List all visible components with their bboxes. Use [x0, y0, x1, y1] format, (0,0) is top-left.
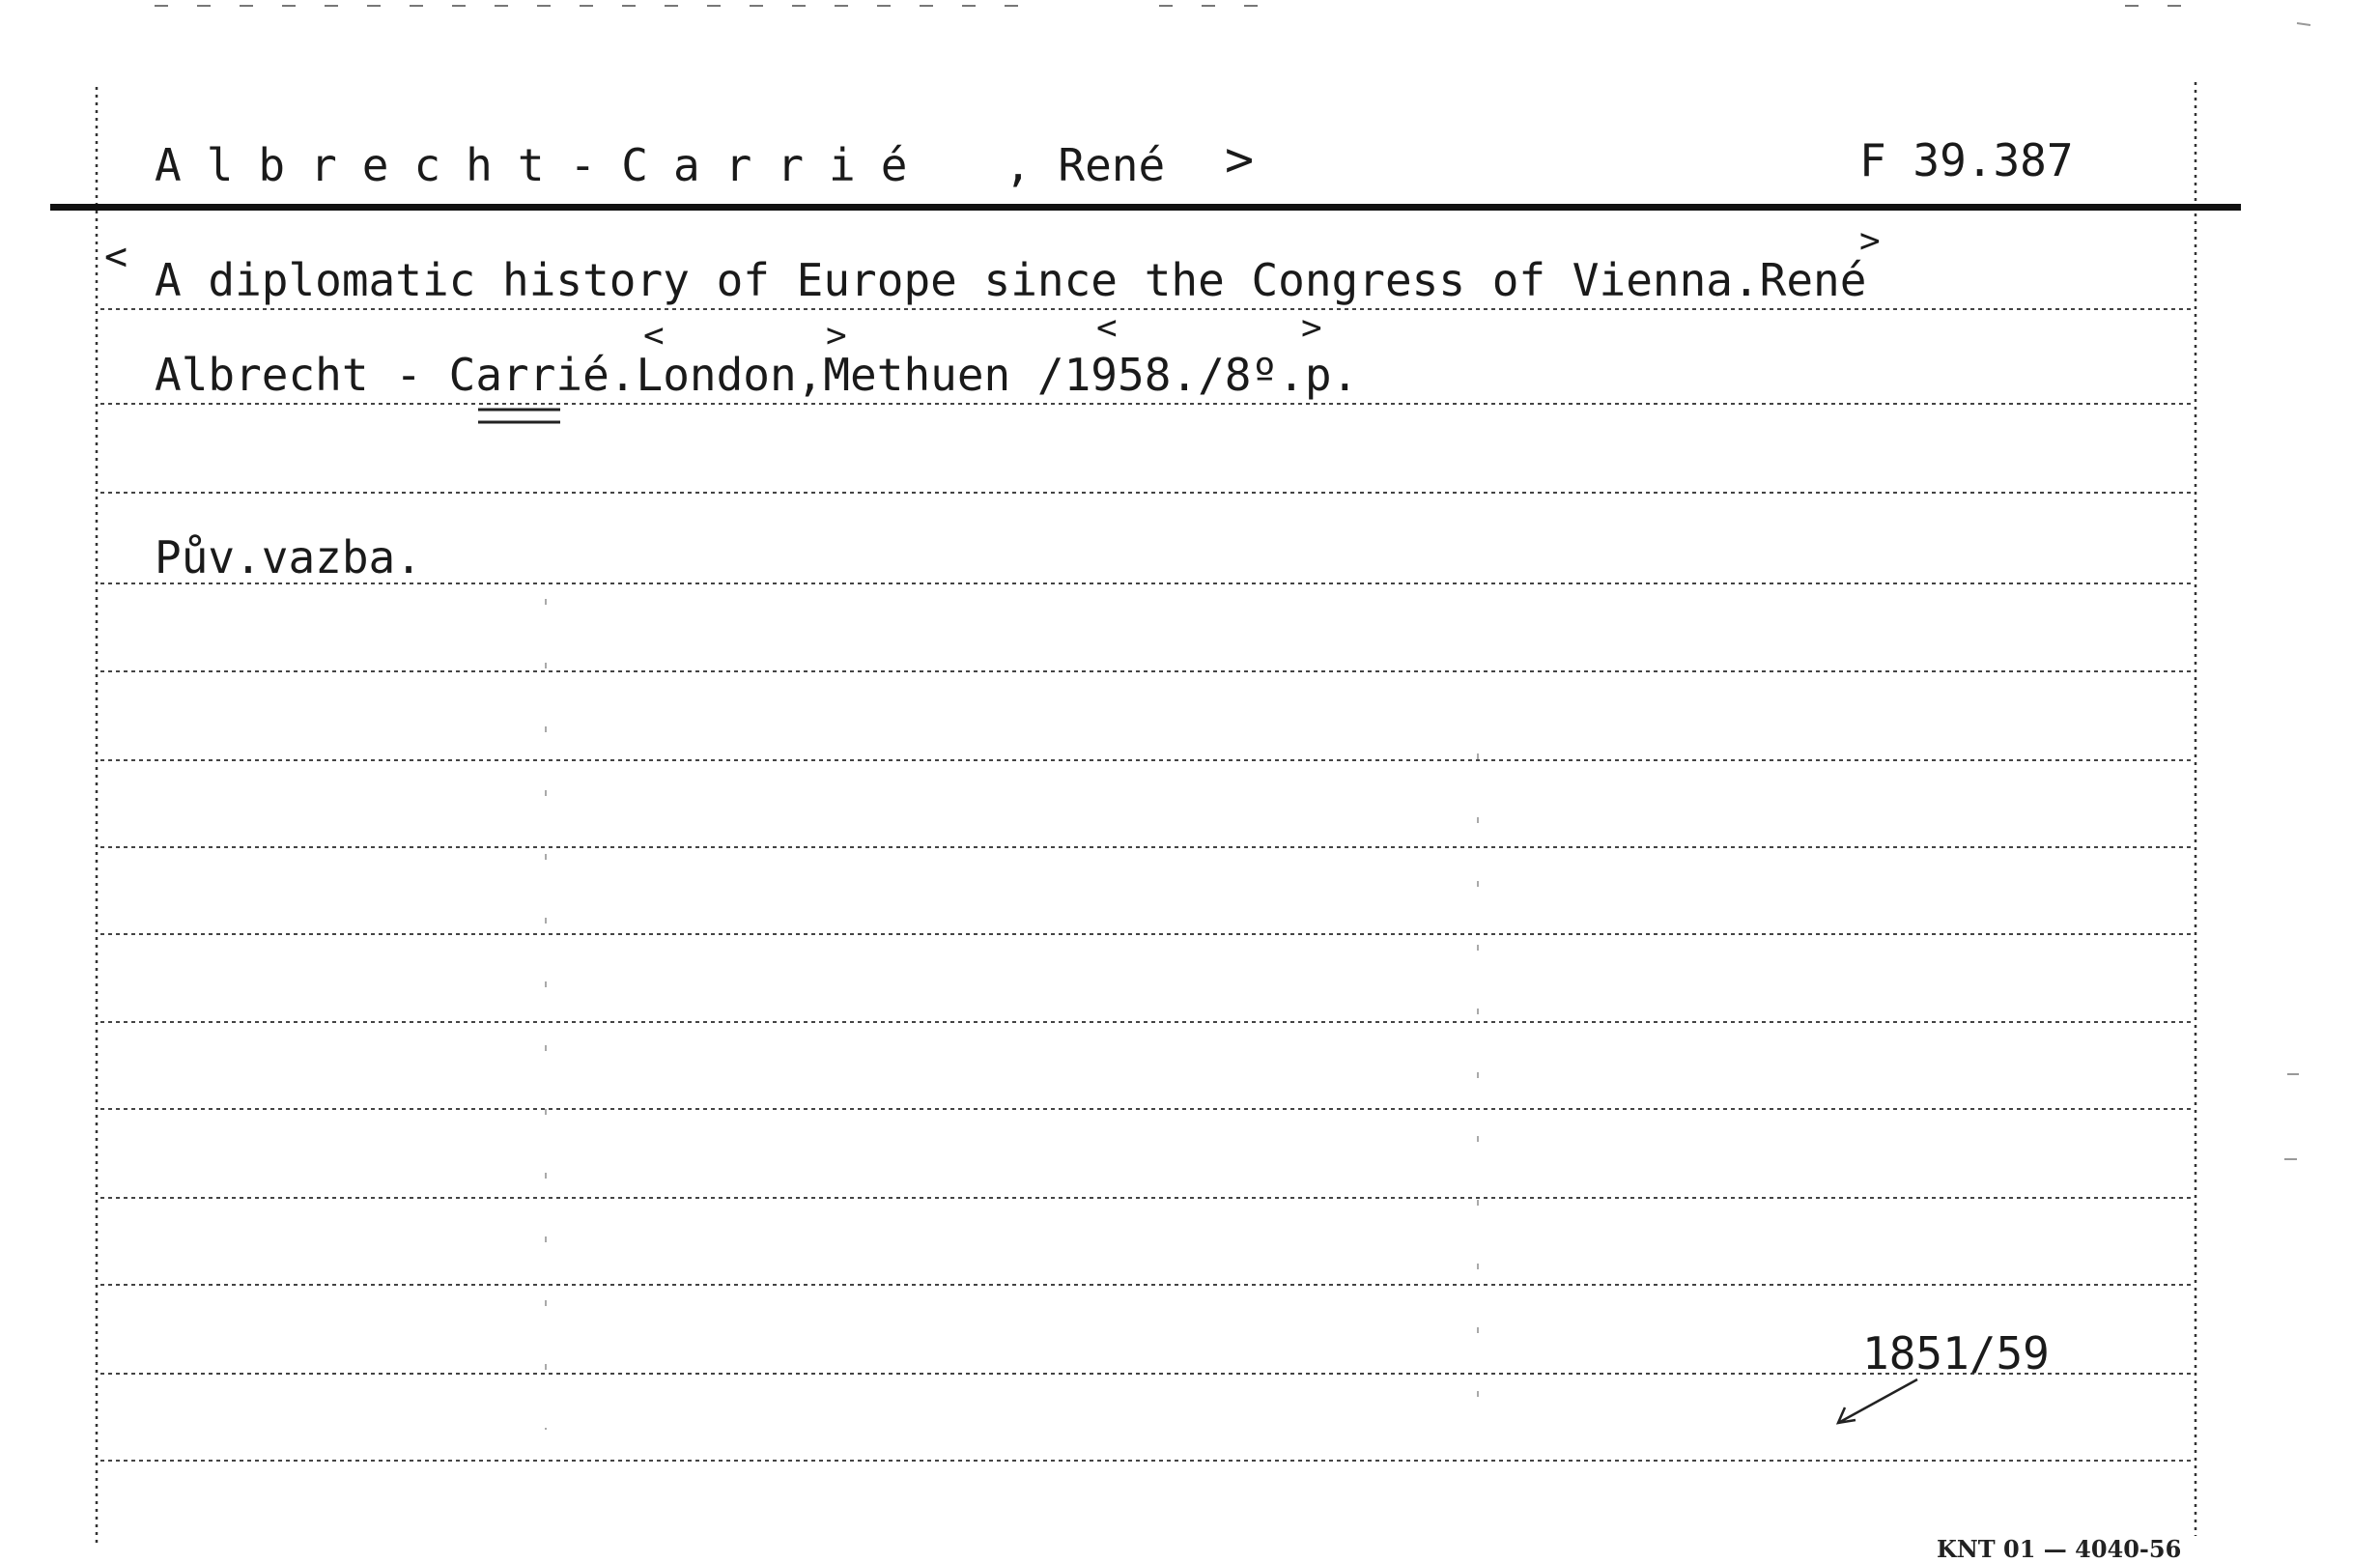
- bib-line-2: Albrecht - Carrié.London,Methuen /1958./8º.p.: [155, 349, 1359, 401]
- bib-open-mark: <: [104, 235, 128, 279]
- bib-close-mark: >: [1859, 221, 1881, 261]
- omission-mark-close-1: >: [826, 316, 847, 355]
- omission-mark-close-2: >: [1301, 308, 1322, 348]
- heading-bracket: >: [1225, 131, 1255, 187]
- bib-line-1: A diplomatic history of Europe since the Congress of Vienna.René: [155, 254, 1867, 306]
- heading-surname: Albrecht-Carrié: [155, 139, 933, 191]
- heading-given-name: , René: [1005, 139, 1166, 191]
- omission-mark-open-2: <: [1096, 308, 1118, 348]
- accession-number: 1851/59: [1862, 1327, 2050, 1379]
- shelfmark: F 39.387: [1859, 134, 2074, 186]
- form-code: KNT 01 — 4040-56: [1937, 1535, 2182, 1563]
- underline-mark: [478, 410, 560, 422]
- accession-arrow: [1838, 1379, 1917, 1423]
- omission-mark-open-1: <: [643, 316, 665, 355]
- binding-note: Pův.vazba.: [155, 531, 422, 583]
